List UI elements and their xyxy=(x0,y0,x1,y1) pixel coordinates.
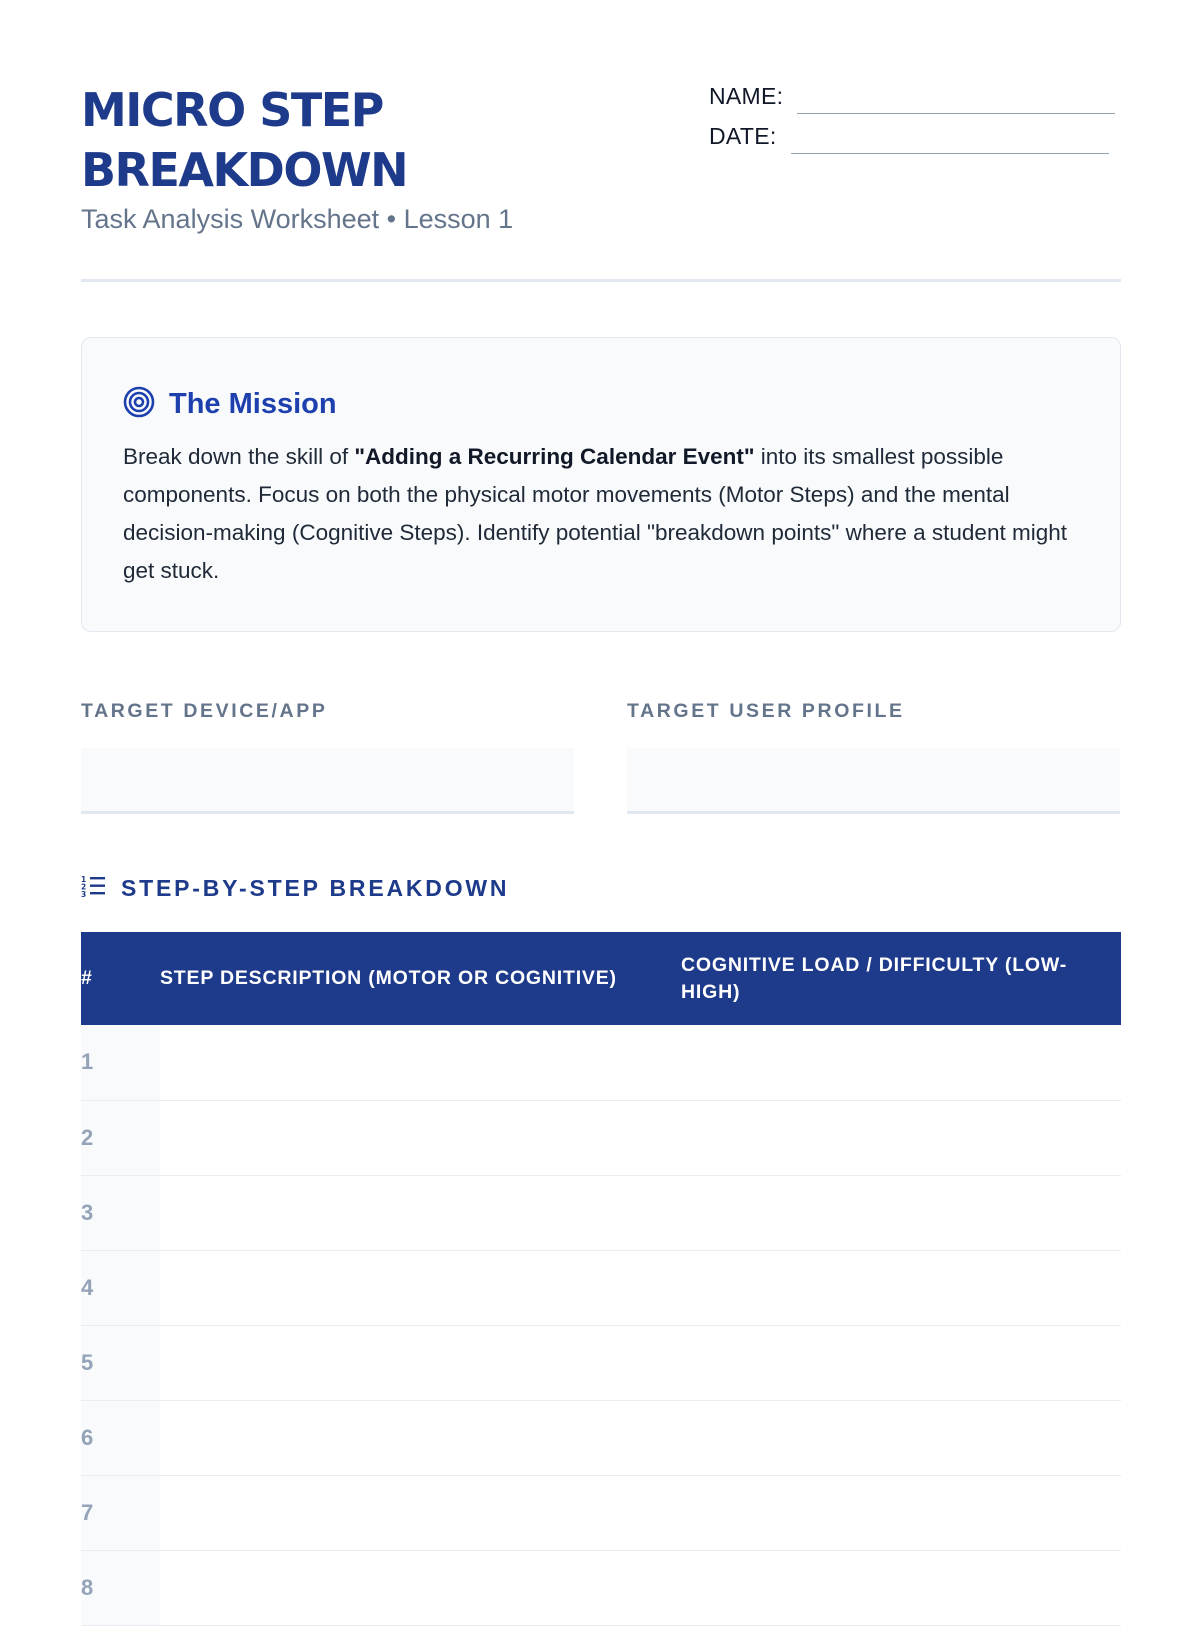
target-profile-label: TARGET USER PROFILE xyxy=(627,700,905,722)
step-description-cell[interactable] xyxy=(160,1175,681,1250)
table-row xyxy=(81,1100,1121,1175)
table-row xyxy=(81,1250,1121,1325)
mission-title: The Mission xyxy=(169,388,337,420)
mission-skill-name: "Adding a Recurring Calendar Event" xyxy=(354,444,755,469)
cognitive-load-cell[interactable] xyxy=(681,1250,1121,1325)
column-number: # xyxy=(81,967,93,989)
name-input-line[interactable] xyxy=(797,83,1115,114)
step-description-cell[interactable] xyxy=(160,1400,681,1475)
table-header-row xyxy=(81,932,1121,1025)
cognitive-load-cell[interactable] xyxy=(681,1175,1121,1250)
svg-text:1: 1 xyxy=(81,875,87,884)
target-device-input[interactable] xyxy=(81,748,574,814)
row-number: 7 xyxy=(81,1475,160,1550)
cognitive-load-cell[interactable] xyxy=(681,1025,1121,1100)
step-description-cell[interactable] xyxy=(160,1475,681,1550)
date-label: DATE: xyxy=(709,123,777,149)
date-field xyxy=(709,120,1109,154)
svg-text:3: 3 xyxy=(81,890,87,898)
row-number: 3 xyxy=(81,1175,160,1250)
date-input-line[interactable] xyxy=(791,123,1109,154)
page-title: MICRO STEP BREAKDOWN xyxy=(81,83,408,197)
cognitive-load-cell[interactable] xyxy=(681,1100,1121,1175)
cognitive-load-cell[interactable] xyxy=(681,1475,1121,1550)
row-number: 8 xyxy=(81,1550,160,1625)
step-description-cell[interactable] xyxy=(160,1550,681,1625)
target-profile-field xyxy=(627,700,1120,814)
breakdown-title: STEP-BY-STEP BREAKDOWN xyxy=(121,875,510,901)
cognitive-load-cell[interactable] xyxy=(681,1325,1121,1400)
mission-header xyxy=(123,386,337,423)
step-description-cell[interactable] xyxy=(160,1325,681,1400)
row-number: 1 xyxy=(81,1025,160,1100)
breakdown-table xyxy=(81,932,1121,1626)
name-label: NAME: xyxy=(709,83,784,109)
name-field xyxy=(709,80,1115,114)
table-row xyxy=(81,1550,1121,1625)
target-icon xyxy=(123,386,155,423)
row-number: 6 xyxy=(81,1400,160,1475)
column-step-description: STEP DESCRIPTION (MOTOR OR COGNITIVE) xyxy=(160,967,617,989)
table-row xyxy=(81,1175,1121,1250)
mission-text-start: Break down the skill of xyxy=(123,444,355,469)
step-description-cell[interactable] xyxy=(160,1025,681,1100)
mission-text-end: into its smallest possible components. Focus on both the physical motor movements (Motor Steps) and the mental decision-making (Cognitive Steps). Identify potential "breakdown points" where a student might get stuck. xyxy=(123,444,1067,583)
table-row xyxy=(81,1025,1121,1100)
row-number: 4 xyxy=(81,1250,160,1325)
table-row xyxy=(81,1325,1121,1400)
mission-panel xyxy=(81,337,1121,632)
table-row xyxy=(81,1400,1121,1475)
list-ordered-icon xyxy=(81,874,107,903)
cognitive-load-cell[interactable] xyxy=(681,1400,1121,1475)
step-description-cell[interactable] xyxy=(160,1100,681,1175)
header-divider xyxy=(81,279,1121,282)
svg-text:2: 2 xyxy=(81,882,87,892)
cognitive-load-cell[interactable] xyxy=(681,1550,1121,1625)
row-number: 5 xyxy=(81,1325,160,1400)
mission-description xyxy=(123,438,1083,590)
breakdown-header xyxy=(81,874,509,903)
target-device-label: TARGET DEVICE/APP xyxy=(81,700,328,722)
target-profile-input[interactable] xyxy=(627,748,1120,814)
step-description-cell[interactable] xyxy=(160,1250,681,1325)
target-device-field xyxy=(81,700,574,814)
page-subtitle: Task Analysis Worksheet • Lesson 1 xyxy=(81,204,514,234)
column-cognitive-load: COGNITIVE LOAD / DIFFICULTY (LOW-HIGH) xyxy=(681,953,1068,1003)
row-number: 2 xyxy=(81,1100,160,1175)
table-row xyxy=(81,1475,1121,1550)
